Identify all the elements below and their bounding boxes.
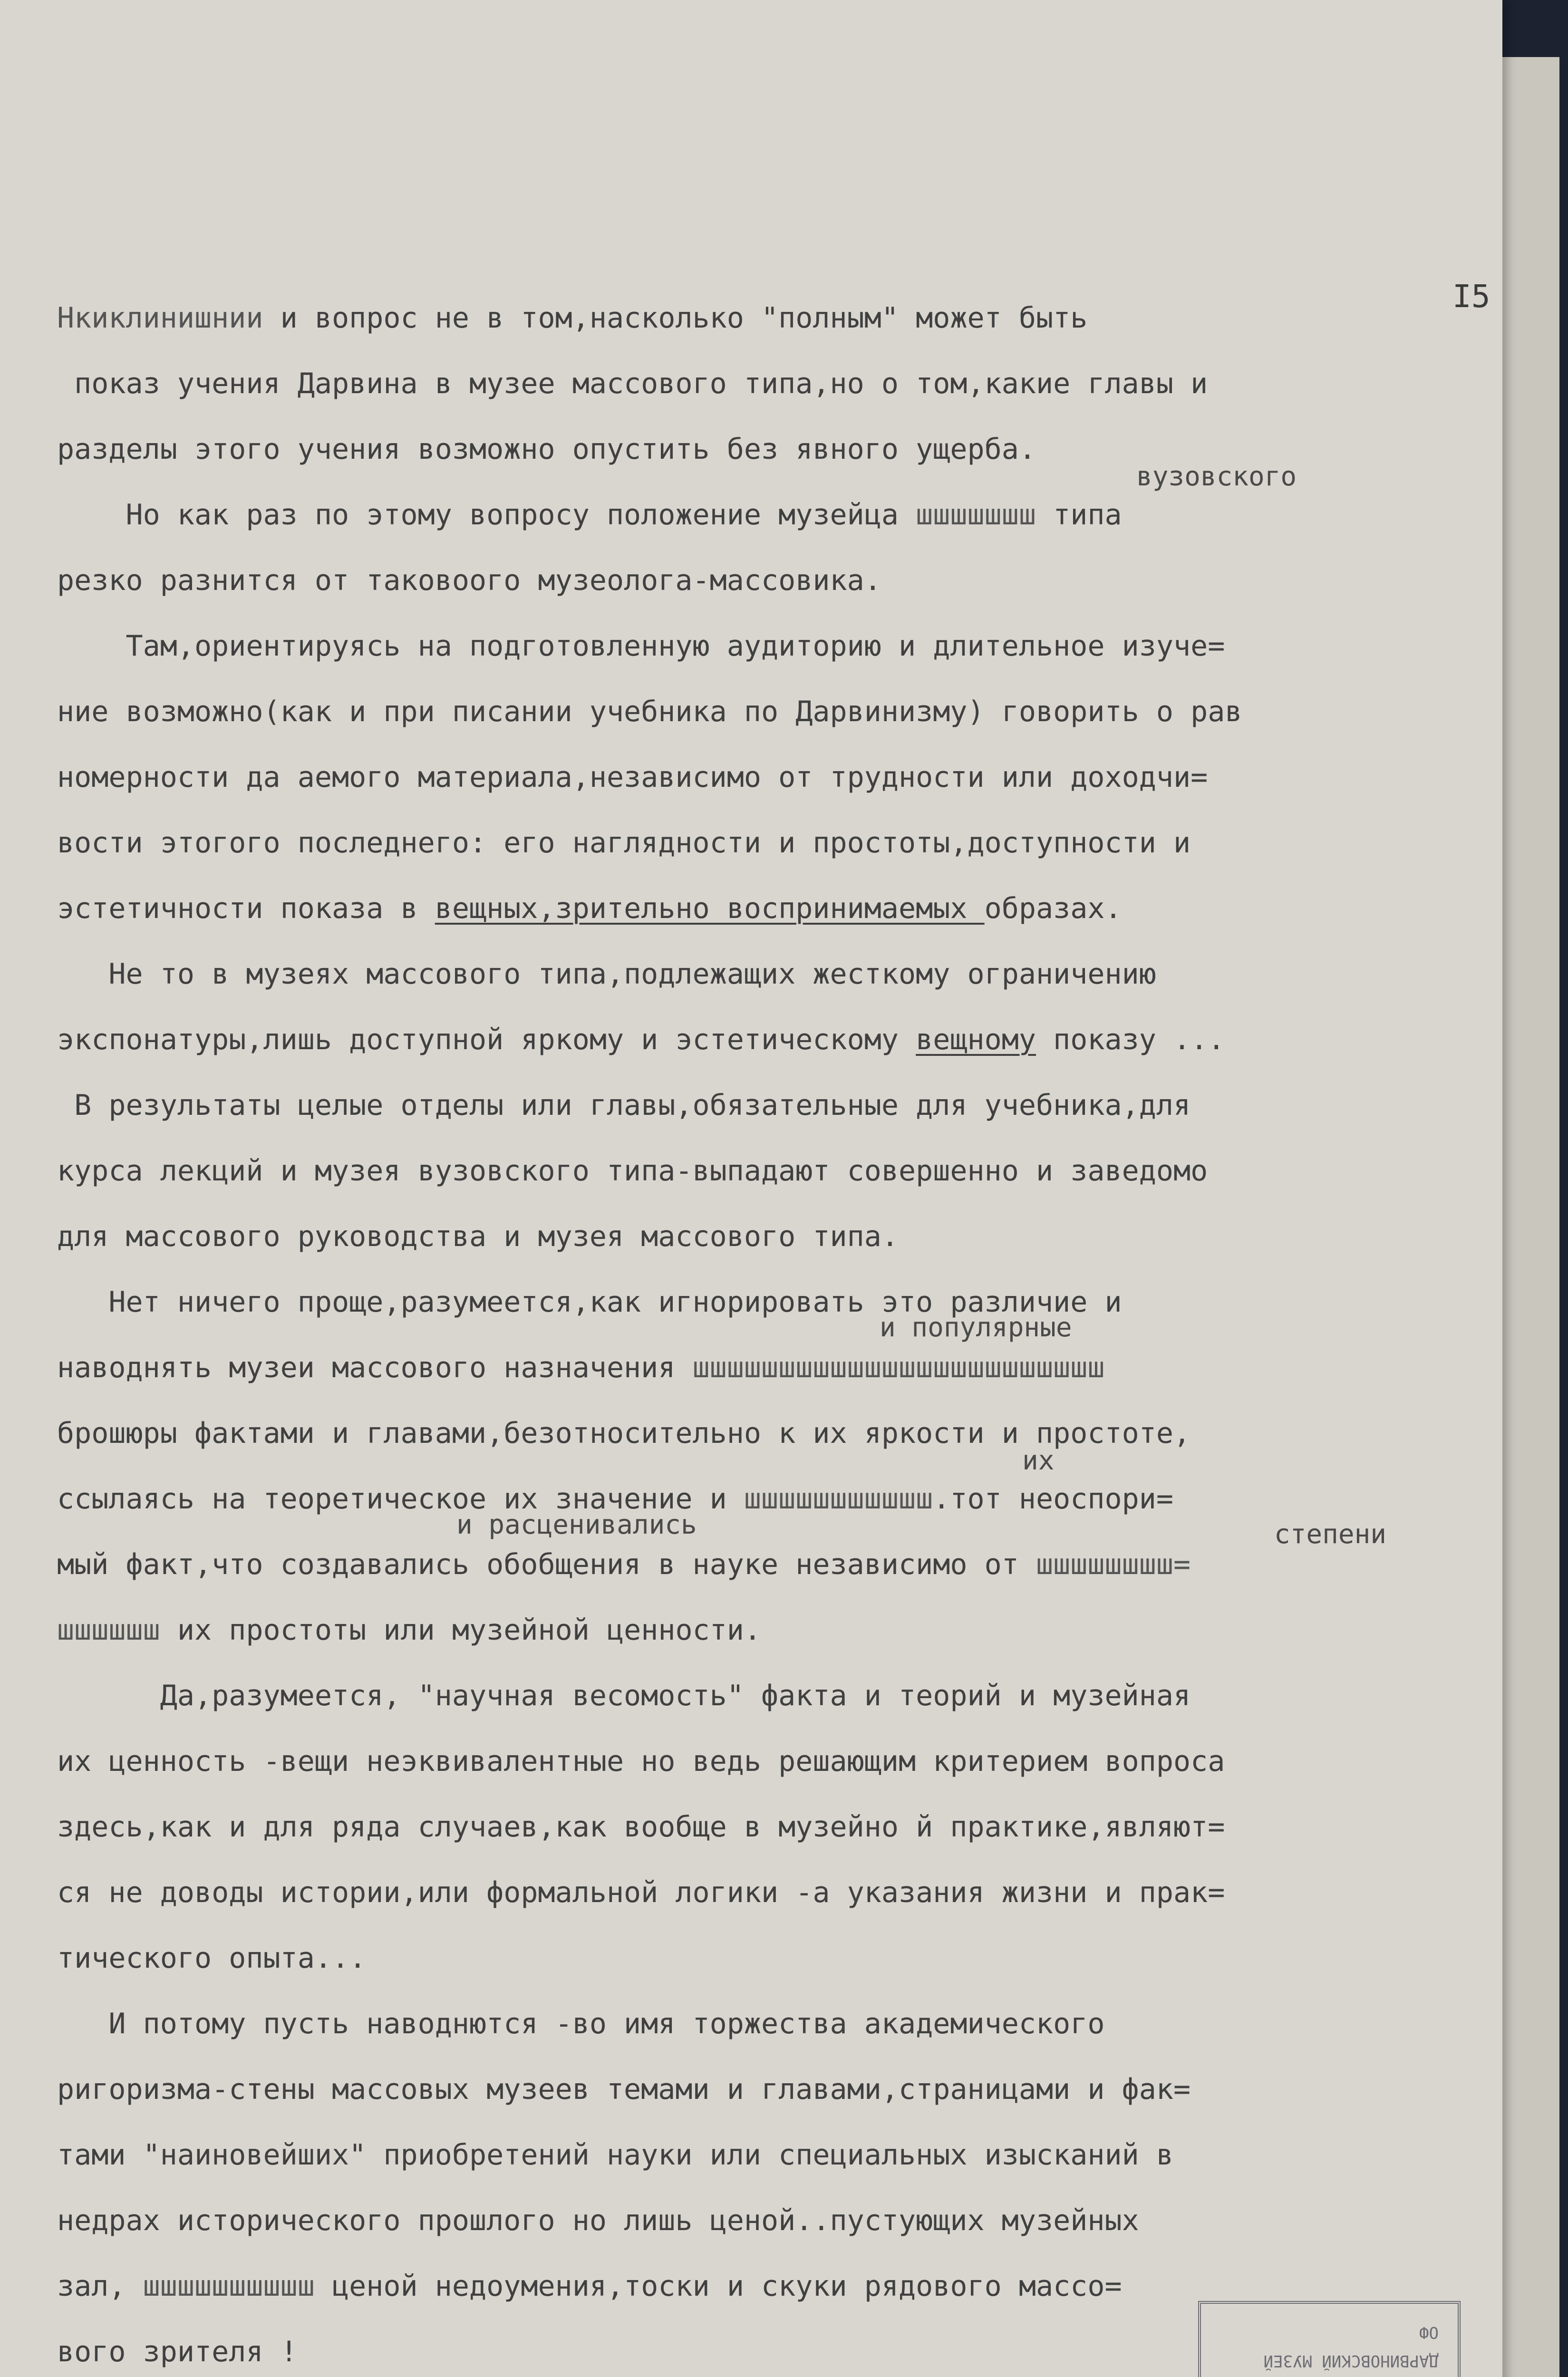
text-line: номерности да аемого материала,независимо от трудности или доходчи= bbox=[57, 761, 1208, 794]
text-line: ссылаясь на теоретическое их значение и шшшшшшшшшшш.тот неоспори= bbox=[57, 1482, 1174, 1516]
text-line: брошюры фактами и главами,безотносительно к их яркости и простоте, bbox=[57, 1417, 1191, 1450]
stamp-text: ОФ bbox=[1419, 2323, 1439, 2342]
text-line: резко разнится от таковоого музеолога-массовика. bbox=[57, 564, 881, 597]
struck-out-text: Нкиклинишнии bbox=[57, 301, 263, 335]
text-line: тического опыта... bbox=[57, 1942, 367, 1975]
text-line: И потому пусть наводнются -во имя торжества академического bbox=[57, 2007, 1105, 2040]
text-line: для массового руководства и музея массового типа. bbox=[57, 1220, 899, 1253]
text-line: курса лекций и музея вузовского типа-выпадают совершенно и заведомо bbox=[57, 1154, 1208, 1188]
struck-out-text: шшшшшш bbox=[57, 1614, 160, 1647]
text-line: Не то в музеях массового типа,подлежащих жесткому ограничению bbox=[57, 957, 1156, 991]
page-number: I5 bbox=[1452, 278, 1491, 315]
text-line: тами "наиновейших" приобретений науки или специальных изысканий в bbox=[57, 2138, 1173, 2172]
text-line: ригоризма-стены массовых музеев темами и главами,страницами и фак= bbox=[57, 2073, 1191, 2106]
handwritten-insertion: вузовского bbox=[1136, 461, 1297, 492]
handwritten-insertion: и популярные bbox=[880, 1312, 1072, 1343]
typed-text-body bbox=[57, 285, 1483, 2377]
text-line: их ценность -вещи неэквивалентные но ведь решающим критерием вопроса bbox=[57, 1745, 1225, 1778]
text-line: наводнять музеи массового назначения шшшшшшшшшшшшшшшшшшшшшшшш bbox=[57, 1351, 1105, 1384]
text-line: ние возможно(как и при писании учебника по Дарвинизму) говорить о рав bbox=[57, 695, 1242, 728]
struck-out-text: шшшшшшшш= bbox=[1036, 1548, 1191, 1581]
text-line: экспонатуры,лишь доступной яркому и эстетическому вещному показу ... bbox=[57, 1023, 1225, 1056]
text-line: здесь,как и для ряда случаев,как вообще в музейно й практике,являют= bbox=[57, 1810, 1225, 1844]
text-line: разделы этого учения возможно опустить без явного ущерба. bbox=[57, 433, 1036, 466]
text-line: ся не доводы истории,или формальной логики -а указания жизни и прак= bbox=[57, 1876, 1225, 1909]
handwritten-insertion: и расценивались bbox=[456, 1509, 697, 1540]
text-line: зал, шшшшшшшшшш ценой недоумения,тоски и скуки рядового массо= bbox=[57, 2270, 1122, 2303]
underlined-text: вещных,зрительно воспринимаемых bbox=[435, 892, 985, 925]
text-line: вости этогого последнего: его наглядности и простоты,доступности и bbox=[57, 826, 1191, 860]
archive-stamp bbox=[1198, 2301, 1461, 2377]
struck-out-text: шшшшшшшшшшш bbox=[744, 1482, 933, 1516]
struck-out-text: шшшшшшшшшшшшшшшшшшшшшшшш bbox=[692, 1351, 1105, 1384]
stamp-text: ДАРВИНОВСКИЙ МУЗЕЙ bbox=[1263, 2351, 1439, 2370]
text-line: показ учения Дарвина в музее массового типа,но о том,какие главы и bbox=[57, 367, 1208, 400]
text-line: Да,разумеется, "научная весомость" факта и теорий и музейная bbox=[57, 1679, 1191, 1712]
underlined-text: вещному bbox=[916, 1023, 1036, 1056]
handwritten-insertion: степени bbox=[1274, 1519, 1387, 1550]
text-line: Нет ничего проще,разумеется,как игнорировать это различие и bbox=[57, 1285, 1122, 1319]
text-line: мый факт,что создавались обобщения в науке независимо от шшшшшшшш= bbox=[57, 1548, 1191, 1581]
text-line: эстетичности показа в вещных,зрительно воспринимаемых образах. bbox=[57, 892, 1122, 925]
handwritten-insertion: их bbox=[1022, 1445, 1055, 1476]
text-line: вого зрителя ! bbox=[57, 2335, 298, 2368]
text-line: Но как раз по этому вопросу положение музейца шшшшшшш типа bbox=[57, 498, 1122, 531]
struck-out-text: шшшшшшшшшш bbox=[143, 2270, 315, 2303]
text-line: В результаты целые отделы или главы,обязательные для учебника,для bbox=[57, 1089, 1191, 1122]
text-line: шшшшшш их простоты или музейной ценности. bbox=[57, 1614, 762, 1647]
text-line: недрах исторического прошлого но лишь ценой..пустующих музейных bbox=[57, 2204, 1139, 2237]
text-line: Нкиклинишнии и вопрос не в том,насколько "полным" может быть bbox=[57, 301, 1088, 335]
text-line: Там,ориентируясь на подготовленную аудиторию и длительное изуче= bbox=[57, 629, 1225, 663]
struck-out-text: шшшшшшш bbox=[916, 498, 1036, 531]
